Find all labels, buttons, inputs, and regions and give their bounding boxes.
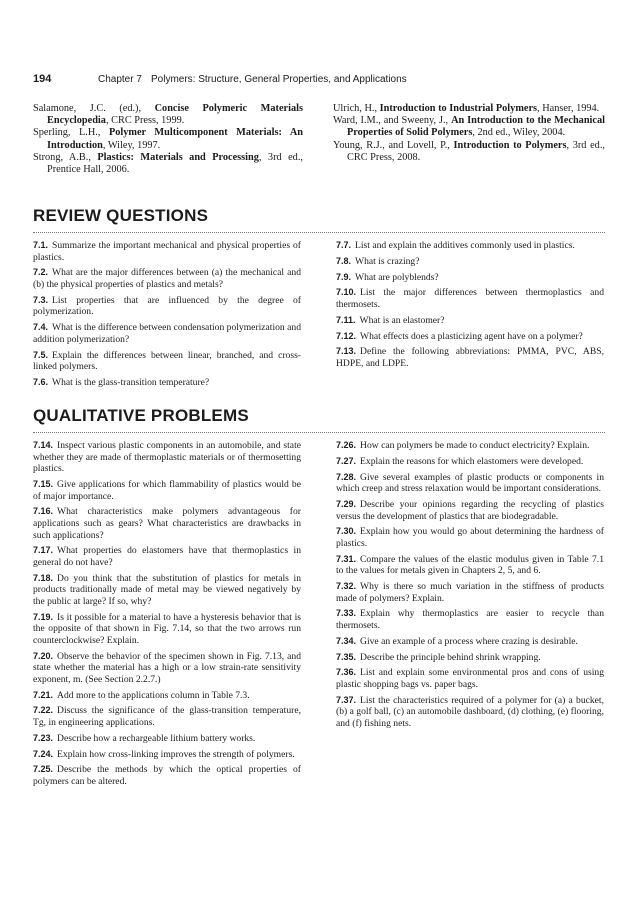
problem-item: 7.21. Add more to the applications column in Table 7.3. (33, 689, 250, 701)
problem-item: 7.14. Inspect various plastic components in an automobile, and state whether they are made of thermoplastic materials or of thermosetting plastics. (33, 440, 301, 475)
question-item: 7.11. What is an elastomer? (336, 314, 445, 326)
reference-item: Ward, I.M., and Sweeny, J., An Introduction to the Mechanical Properties of Solid Polymers, 2nd ed., Wiley, 2004. (333, 115, 605, 139)
problem-item: 7.36. List and explain some environmental pros and cons of using plastic shopping bags vs. paper bags. (336, 667, 604, 690)
reference-item: Ulrich, H., Introduction to Industrial Polymers, Hanser, 1994. (333, 103, 600, 114)
problem-item: 7.17. What properties do elastomers have that thermoplastics in general do not have? (33, 545, 301, 568)
reference-item: Strong, A.B., Plastics: Materials and Processing, 3rd ed., Prentice Hall, 2006. (33, 151, 303, 176)
question-item: 7.10. List the major differences between thermoplastics and thermosets. (336, 287, 604, 310)
problem-item: 7.19. Is it possible for a material to have a hysteresis behavior that is the opposite of that shown in Fig. 7.14, so that the two arrows run counterclockwise? Explain. (33, 611, 301, 646)
problem-item: 7.29. Describe your opinions regarding the recycling of plastics versus the development of plastics that are biodegradable. (336, 498, 604, 522)
problem-item: 7.24. Explain how cross-linking improves the strength of polymers. (33, 748, 295, 760)
problem-item: 7.23. Describe how a rechargeable lithium battery works. (33, 732, 256, 744)
problem-item: 7.27. Explain the reasons for which elastomers were developed. (336, 455, 584, 467)
page-number: 194 (33, 73, 52, 85)
page-header (33, 73, 603, 89)
question-item: 7.1. Summarize the important mechanical and physical properties of plastics. (33, 240, 301, 263)
chapter-title: Polymers: Structure, General Properties, and Applications (151, 74, 407, 85)
problem-item: 7.25. Describe the methods by which the optical properties of polymers can be altered. (33, 764, 301, 787)
problem-item: 7.22. Discuss the significance of the glass-transition temperature, Tg, in engineering applications. (33, 705, 301, 728)
problem-item: 7.33. Explain why thermoplastics are easier to recycle than thermosets. (336, 608, 604, 632)
question-item: 7.5. Explain the differences between linear, branched, and cross-linked polymers. (33, 349, 301, 373)
bibliography-left (33, 103, 303, 176)
review-questions-heading: REVIEW QUESTIONS (33, 206, 605, 233)
question-item: 7.7. List and explain the additives commonly used in plastics. (336, 240, 575, 251)
problem-item: 7.15. Give applications for which flammability of plastics would be of major importance. (33, 478, 301, 502)
qualitative-problems-right-column (336, 440, 604, 734)
problem-item: 7.28. Give several examples of plastic products or components in which creep and stress relaxation would be important considerations. (336, 471, 604, 495)
problem-item: 7.37. List the characteristics required of a polymer for (a) a bucket, (b) a golf ball, (c) an automobile dashboard, (d) clothing, (e) flooring, and (f) fishing nets. (336, 694, 604, 729)
chapter-label: Chapter 7 (98, 74, 142, 85)
problem-item: 7.32. Why is there so much variation in the stiffness of products made of polymers? Explain. (336, 581, 604, 604)
reference-item: Salamone, J.C. (ed.), Concise Polymeric Materials Encyclopedia, CRC Press, 1999. (33, 103, 303, 127)
problem-item: 7.20. Observe the behavior of the specimen shown in Fig. 7.13, and state whether the material has a high or a low strain-rate sensitivity exponent, m. (See Section 2.2.7.) (33, 650, 301, 685)
problem-item: 7.16. What characteristics make polymers advantageous for applications such as gears? What characteristics are drawbacks in such applications? (33, 506, 301, 541)
qualitative-problems-left-column (33, 440, 301, 792)
question-item: 7.13. Define the following abbreviations: PMMA, PVC, ABS, HDPE, and LDPE. (336, 346, 604, 369)
problem-item: 7.31. Compare the values of the elastic modulus given in Table 7.1 to the values for metals given in Chapters 2, 5, and 6. (336, 553, 604, 577)
question-item: 7.2. What are the major differences between (a) the mechanical and (b) the physical properties of plastics and metals? (33, 267, 301, 290)
reference-item: Sperling, L.H., Polymer Multicomponent Materials: An Introduction, Wiley, 1997. (33, 127, 303, 151)
review-questions-right-column (336, 240, 604, 374)
question-item: 7.4. What is the difference between condensation polymerization and addition polymerization? (33, 322, 301, 345)
qualitative-problems-heading: QUALITATIVE PROBLEMS (33, 406, 605, 433)
problem-item: 7.35. Describe the principle behind shrink wrapping. (336, 651, 541, 663)
question-item: 7.6. What is the glass-transition temperature? (33, 376, 210, 388)
question-item: 7.8. What is crazing? (336, 255, 420, 267)
reference-item: Young, R.J., and Lovell, P., Introduction to Polymers, 3rd ed., CRC Press, 2008. (333, 139, 605, 163)
problem-item: 7.34. Give an example of a process where crazing is desirable. (336, 635, 578, 647)
bibliography-right (333, 103, 605, 164)
problem-item: 7.30. Explain how you would go about determining the hardness of plastics. (336, 526, 604, 549)
problem-item: 7.26. How can polymers be made to conduct electricity? Explain. (336, 440, 590, 451)
question-item: 7.12. What effects does a plasticizing agent have on a polymer? (336, 330, 583, 342)
problem-item: 7.18. Do you think that the substitution of plastics for metals in products traditionally made of metal may be viewed negatively by the public at large? If so, why? (33, 572, 301, 607)
question-item: 7.3. List properties that are influenced by the degree of polymerization. (33, 294, 301, 318)
question-item: 7.9. What are polyblends? (336, 271, 439, 283)
review-questions-left-column (33, 240, 301, 393)
